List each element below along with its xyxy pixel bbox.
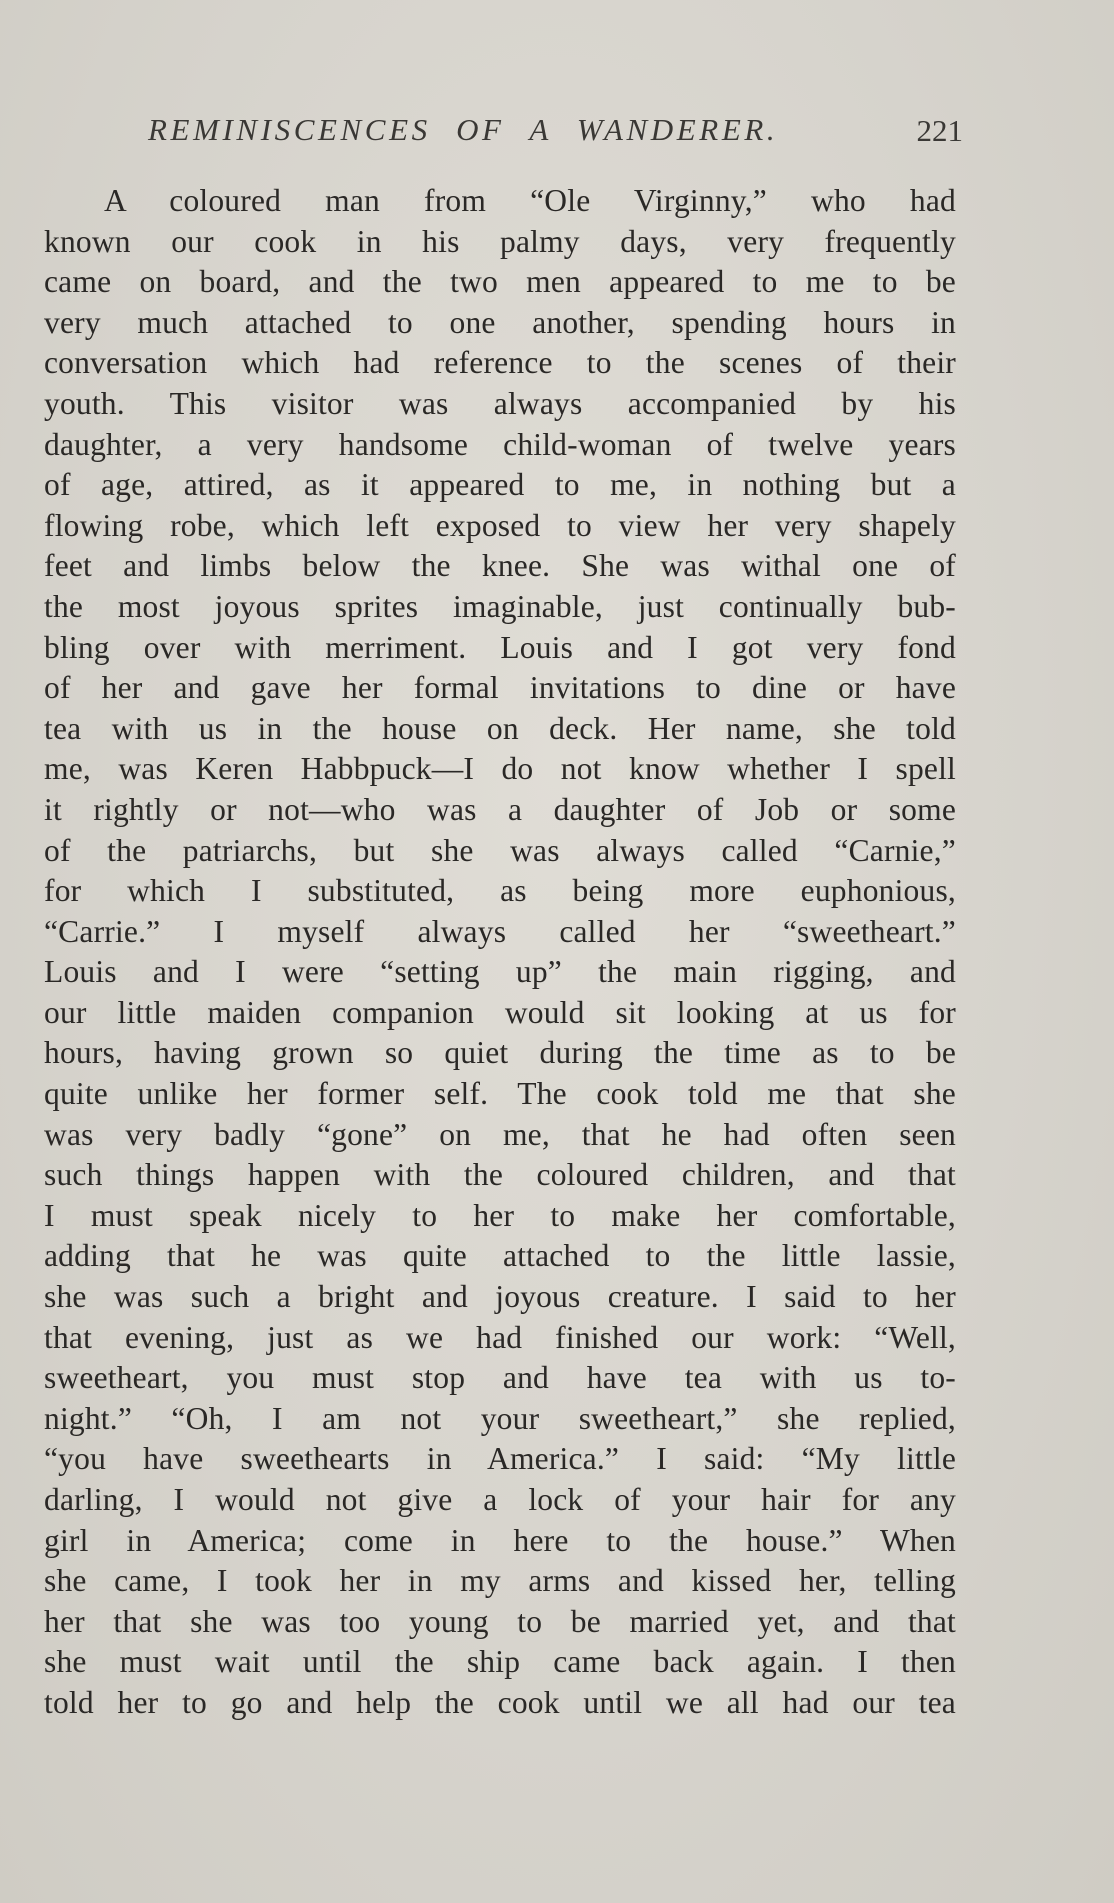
- text-line: hours, having grown so quiet during the time as to be: [44, 1035, 956, 1071]
- text-line: she was such a bright and joyous creature. I said to her: [44, 1279, 956, 1315]
- text-line: “you have sweethearts in America.” I said: “My little: [44, 1441, 956, 1477]
- text-line: known our cook in his palmy days, very frequently: [44, 223, 956, 259]
- text-line: she came, I took her in my arms and kissed her, telling: [44, 1563, 956, 1599]
- text-line: such things happen with the coloured children, and that: [44, 1157, 956, 1193]
- text-line: flowing robe, which left exposed to view her very shapely: [44, 507, 956, 543]
- text-line: daughter, a very handsome child-woman of twelve years: [44, 426, 956, 462]
- text-line: she must wait until the ship came back again. I then: [44, 1644, 956, 1680]
- text-line: of her and gave her formal invitations to dine or have: [44, 670, 956, 706]
- text-line: her that she was too young to be married yet, and that: [44, 1603, 956, 1639]
- text-line: adding that he was quite attached to the little lassie,: [44, 1238, 956, 1274]
- text-line: our little maiden companion would sit looking at us for: [44, 994, 956, 1030]
- text-line: told her to go and help the cook until we all had our tea: [44, 1684, 956, 1720]
- text-line: it rightly or not—who was a daughter of Job or some: [44, 791, 956, 827]
- text-line: feet and limbs below the knee. She was withal one of: [44, 548, 956, 584]
- text-line: that evening, just as we had finished our work: “Well,: [44, 1319, 956, 1355]
- text-line: of age, attired, as it appeared to me, in nothing but a: [44, 467, 956, 503]
- page-number: 221: [916, 113, 963, 148]
- text-line: conversation which had reference to the scenes of their: [44, 345, 956, 381]
- text-line: sweetheart, you must stop and have tea with us to-: [44, 1360, 956, 1396]
- text-line: was very badly “gone” on me, that he had often seen: [44, 1116, 956, 1152]
- text-line: for which I substituted, as being more euphonious,: [44, 873, 956, 909]
- text-line: A coloured man from “Ole Virginny,” who had: [104, 183, 956, 218]
- text-line: came on board, and the two men appeared to me to be: [44, 264, 956, 300]
- text-line: youth. This visitor was always accompanied by his: [44, 385, 956, 421]
- text-line: the most joyous sprites imaginable, just continually bub-: [44, 588, 956, 624]
- text-line: girl in America; come in here to the house.” When: [44, 1522, 956, 1558]
- text-line: “Carrie.” I myself always called her “sweetheart.”: [44, 913, 956, 949]
- text-line: quite unlike her former self. The cook told me that she: [44, 1076, 956, 1112]
- body-paragraph: [44, 181, 956, 1724]
- text-line: I must speak nicely to her to make her comfortable,: [44, 1197, 956, 1233]
- text-line: of the patriarchs, but she was always called “Carnie,”: [44, 832, 956, 868]
- text-line: darling, I would not give a lock of your hair for any: [44, 1482, 956, 1517]
- text-line: very much attached to one another, spending hours in: [44, 304, 956, 340]
- text-line: night.” “Oh, I am not your sweetheart,” she replied,: [44, 1400, 956, 1436]
- text-line: Louis and I were “setting up” the main rigging, and: [44, 954, 956, 990]
- running-title: REMINISCENCES OF A WANDERER.: [148, 112, 779, 147]
- page-header: [45, 112, 963, 156]
- text-line: tea with us in the house on deck. Her name, she told: [44, 710, 956, 746]
- text-line: me, was Keren Habbpuck—I do not know whether I spell: [44, 751, 956, 787]
- text-line: bling over with merriment. Louis and I got very fond: [44, 629, 956, 665]
